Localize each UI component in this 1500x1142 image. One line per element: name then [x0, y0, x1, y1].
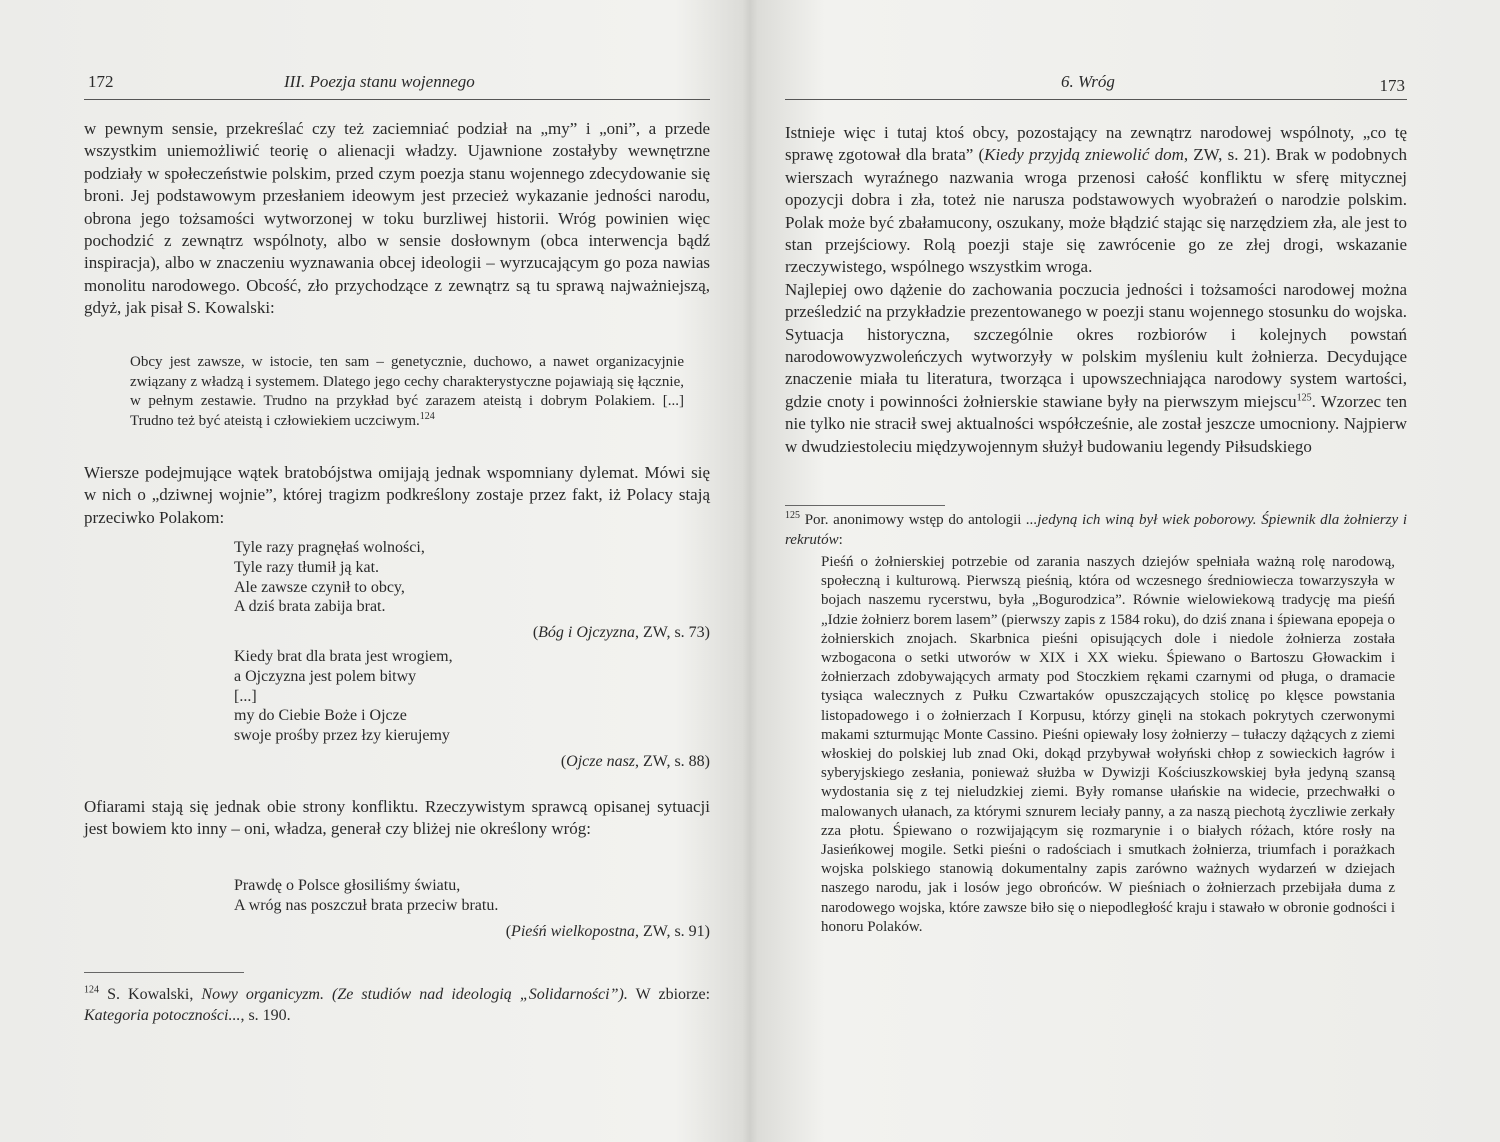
paragraph-text: Wiersze podejmujące wątek bratobójstwa omijają jednak wspomniany dylemat. Mówi się w nich o „dziwnej wojnie”, której tragizm podkreślony zostaje przez fakt, iż Polacy stają przeciwko Polakom:	[84, 463, 710, 527]
footnote	[785, 511, 1407, 550]
verse-line: swoje prośby przez łzy kierujemy	[234, 727, 450, 745]
text-run: . Wzorzec ten nie tylko nie stracił swej aktualności współcześnie, ale został jeszcze umocniony. Najpierw w dwudziestoleciu międzywojennym służył budowaniu legendy Piłsudskiego	[785, 391, 1407, 456]
footnote-number: 124	[84, 984, 99, 996]
verse-line: Tyle razy pragnęłaś wolności,	[234, 539, 425, 556]
verse-citation: (Pieśń wielkopostna, ZW, s. 91)	[505, 922, 710, 940]
footnote-author: S. Kowalski,	[107, 986, 194, 1003]
footnote-book: Kategoria potoczności...	[84, 1007, 241, 1024]
text-run: Istnieje więc i tutaj ktoś obcy, pozostający na zewnątrz narodowej wspólnoty, „co tę sprawę zgotował dla brata” (	[785, 123, 1407, 165]
cite-rest: , ZW, s. 73)	[635, 624, 710, 642]
page-number: 172	[88, 72, 114, 91]
verse-block	[234, 876, 710, 941]
cite-title: Ojcze nasz	[566, 752, 636, 770]
left-page	[84, 0, 710, 1142]
quote-text: Obcy jest zawsze, w istocie, ten sam – genetycznie, duchowo, a nawet organizacyjnie związany z władzą i systemem. Dlatego jego cechy charakterystyczne pojawiają się łącznie, w pełnym zestawie. Trudno na przykład być zarazem ateistą i dobrym Polakiem. [...] Trudno też być ateistą i człowiekiem uczciwym.	[130, 354, 684, 429]
paragraph	[84, 462, 710, 529]
text-run: , ZW, s. 21). Brak w podobnych wierszach wyraźnego nazwania wroga przenosi całość konfliktu w sferę mitycznej opozycji dobra i zła, toteż nie narusza podstawowych wyobrażeń o narodzie polskim. Polak może być zbałamucony, oszukany, może błądzić stając się narzędziem zła, ale jest to stan przejściowy. Rolą poezji staje się zawrócenie go ze złej drogi, wskazanie rzeczywistego, wspólnego wszystkim wroga.	[785, 145, 1407, 277]
verse-line: A dziś brata zabija brat.	[234, 598, 386, 616]
cite-title: Pieśń wielkopostna	[511, 922, 636, 940]
block-quote	[130, 353, 684, 431]
paragraph-text	[785, 279, 1407, 458]
text-run: Najlepiej owo dążenie do zachowania poczucia jedności i tożsamości narodowej można prześledzić na przykładzie prezentowanego w poezji stanu wojennego stosunku do wojska. Sytuacja historyczna, szczególnie okres rozbiorów i kolejnych powstań narodowowyzwoleńczych wytworzyły w polskim myśleniu kult żołnierza. Decydujące znaczenie miała tu literatura, tworząca i upowszechniająca narodowy system wartości, gdzie cnoty i powinności żołnierskie stawiane były na pierwszym miejscu	[785, 279, 1407, 411]
verse-line: Ale zawsze czynił to obcy,	[234, 578, 405, 596]
cite-title: Bóg i Ojczyzna	[538, 624, 636, 642]
cite-title: Kiedy przyjdą zniewolić dom	[984, 145, 1184, 165]
verse-line: a Ojczyzna jest polem bitwy	[234, 667, 417, 685]
paragraph-text: Ofiarami stają się jednak obie strony konfliktu. Rzeczywistym sprawcą opisanej sytuacji jest bowiem kto inny – oni, władza, generał czy bliżej nie określony wróg:	[84, 797, 710, 839]
footnote-rule	[84, 972, 244, 973]
cite-rest: , ZW, s. 91)	[635, 922, 710, 940]
paragraph	[84, 796, 710, 841]
footnote-quote	[821, 553, 1395, 937]
verse-line: [...]	[234, 687, 257, 705]
running-head: III. Poezja stanu wojennego	[284, 72, 475, 91]
footnote-text: Por. anonimowy wstęp do antologii	[804, 512, 1022, 528]
paragraph	[84, 118, 710, 320]
footnote-title: Nowy organicyzm. (Ze studiów nad ideologią „Solidarności”).	[201, 986, 628, 1003]
footnote	[84, 984, 710, 1026]
cite-rest: , ZW, s. 88)	[635, 752, 710, 770]
paragraph-text: w pewnym sensie, przekreślać czy też zaciemniać podział na „my” i „oni”, a przede wszystkim uniemożliwić teorię o alienacji władzy. Ujawnione zostałyby wewnętrzne podziały w społeczeństwie polskim, przed czym poezja stanu wojennego zdecydowanie się broni. Jej podstawowym przesłaniem ideowym jest przecież wykazanie jedności narodu, obrona jego tożsamości wytworzonej w toku burzliwej historii. Wróg powinien więc pochodzić z zewnątrz wspólnoty, albo w sensie dosłownym (obca interwencja bądź inspiracja), albo w znaczeniu wyznawania obcej ideologii – wyrzucającym go poza nawias monolitu narodowego. Obcość, zło przychodzące z zewnątrz są tu sprawą najważniejszą, gdyż, jak pisał S. Kowalski:	[84, 119, 710, 318]
page-number: 173	[1379, 76, 1405, 95]
verse-line: Tyle razy tłumił ją kat.	[234, 558, 380, 576]
footnote-rule	[785, 505, 945, 506]
verse-citation: (Bóg i Ojczyzna, ZW, s. 73)	[532, 624, 710, 642]
verse-line: Prawdę o Polsce głosiliśmy światu,	[234, 877, 461, 894]
paragraph-text	[785, 122, 1407, 279]
verse-block	[234, 538, 710, 772]
paragraph	[785, 122, 1407, 458]
footnote-title: ...jedyną ich winą był wiek poborowy. Śpiewnik dla żołnierzy i rekrutów	[785, 512, 1407, 548]
quote-text: Pieśń o żołnierskiej potrzebie od zarania naszych dziejów spełniała ważną rolę narodową, społeczną i kulturową. Pierwszą pieśnią, która od wczesnego średniowiecza towarzyszyła w bojach naszemu rycerstwu, była „Bogurodzica”. Równie wielowiekową tradycję ma pieśń „Idzie żołnierz borem lasem” (pierwszy zapis z 1584 roku), do dziś znana i śpiewana epopeja o żołnierskich znojach. Skarbnica pieśni opisujących dole i niedole żołnierza została wzbogacona o setki utworów w XIX i XX wieku. Śpiewano o Bartoszu Głowackim i żołnierzach zdobywających armaty pod Stoczkiem rękami czarnymi od pługa, o dramacie tysiąca walecznych z Pułku Czwartaków opuszczających stolicę po klęsce powstania listopadowego i o żołnierzach I Korpusu, którzy ginęli na stokach pokrytych czerwonymi makami szturmując Monte Cassino. Pieśni opiewały losy żołnierzy – tułaczy dążących z ziemi włoskiej do polskiej lub znad Oki, dokąd przybywał wołyński chłop z sowieckich łagrów i syberyjskiego zesłania, ponieważ służba w Dywizji Kościuszkowskiej była jedyną szansą wydostania się z tej nieludzkiej ziemi. Były romanse ułańskie na widecie, przechwałki o malowanych ułanach, za którymi sznurem leciały panny, a za naszą piechotą życzliwie zerkały zza płotu. Śpiewano o rozwijającym się rozmarynie i o białych różach, które rosły na Jasieńkowej mogile. Setki pieśni o radościach i smutkach żołnierza, triumfach i porażkach wojska polskiego stanowią dokumentalny zapis zarówno ważnych wydarzeń w dziejach naszego narodu, jak i losów jego obrońców. W pieśniach o żołnierzach przebijała duma z narodowego wojska, które zawsze biło się o niepodległość kraju i stawało w obronie godności i honoru Polaków.	[821, 554, 1395, 935]
footnote-number: 125	[785, 510, 800, 521]
footnote-page: , s. 190.	[240, 1007, 291, 1024]
footnote-ref: 125	[1296, 392, 1312, 404]
verse-line: A wróg nas poszczuł brata przeciw bratu.	[234, 896, 499, 914]
footnote-ref: 124	[419, 410, 435, 422]
right-page	[785, 0, 1407, 1142]
verse-citation: (Ojcze nasz, ZW, s. 88)	[560, 752, 710, 770]
verse-line: Kiedy brat dla brata jest wrogiem,	[234, 647, 453, 665]
footnote-text: :	[838, 531, 843, 548]
verse-line: my do Ciebie Boże i Ojcze	[234, 707, 407, 725]
running-head: 6. Wróg	[1061, 72, 1115, 91]
footnote-in: W zbiorze:	[635, 986, 711, 1003]
right-page-header	[785, 70, 1407, 100]
left-page-header	[84, 70, 710, 100]
